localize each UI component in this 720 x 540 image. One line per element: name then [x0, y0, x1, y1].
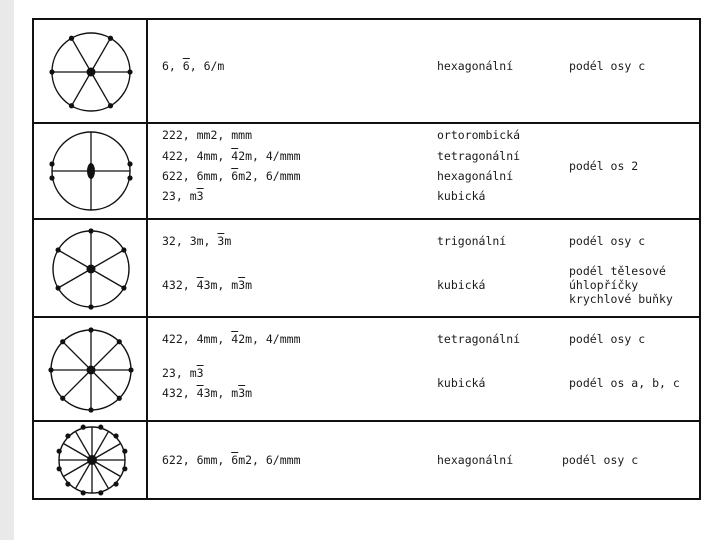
point-groups: 432, 43m, m3m: [162, 386, 253, 400]
axis-direction: podél osy c: [569, 234, 646, 248]
spoke-line: [91, 269, 124, 288]
axis-direction: úhlopříčky: [569, 278, 639, 292]
crystal-system: hexagonální: [437, 453, 514, 467]
pole-dot: [108, 36, 113, 41]
pole-dot: [88, 304, 93, 309]
diagram-cell: [34, 220, 148, 318]
axis-direction: podél os 2: [569, 159, 639, 173]
axis-direction: podél os a, b, c: [569, 376, 680, 390]
pole-dot: [117, 339, 122, 344]
pole-dot: [121, 285, 126, 290]
crystal-system: tetragonální: [437, 332, 521, 346]
pole-dot: [69, 36, 74, 41]
rotation-axis-symbol: [87, 455, 97, 465]
page-edge-shadow: [0, 0, 14, 540]
crystal-system: kubická: [437, 376, 486, 390]
pole-dot: [122, 449, 127, 454]
point-groups: 6, 6, 6/m: [162, 59, 225, 73]
stereogram-8-spokes: [34, 318, 146, 422]
point-groups: 622, 6mm, 6m2, 6/mmm: [162, 453, 301, 467]
table-row: [34, 316, 699, 422]
rotation-axis-symbol: [87, 366, 96, 375]
crystal-system: kubická: [437, 278, 486, 292]
spoke-line: [72, 72, 92, 106]
pole-dot: [49, 161, 54, 166]
pole-dot: [127, 161, 132, 166]
axis-direction: krychlové buňky: [569, 292, 673, 306]
pole-dot: [98, 490, 103, 495]
spoke-line: [58, 250, 91, 269]
spoke-line: [72, 38, 92, 72]
crystal-system: ortorombická: [437, 128, 521, 142]
pole-dot: [65, 433, 70, 438]
diagram-cell: [34, 422, 148, 500]
crystal-system: hexagonální: [437, 169, 514, 183]
point-groups: 432, 43m, m3m: [162, 278, 253, 292]
axis-direction: podél tělesové: [569, 264, 666, 278]
spoke-line: [58, 269, 91, 288]
pole-dot: [69, 103, 74, 108]
pole-dot: [127, 175, 132, 180]
twofold-axis-symbol: [87, 163, 95, 179]
pole-dot: [127, 69, 132, 74]
table-row: [34, 218, 699, 318]
crystal-system: kubická: [437, 189, 486, 203]
diagram-cell: [34, 318, 148, 422]
diagram-cell: [34, 20, 148, 124]
diagram-cell: [34, 124, 148, 220]
pole-dot: [88, 327, 93, 332]
pole-dot: [48, 367, 53, 372]
pole-dot: [81, 490, 86, 495]
point-groups: 23, m3: [162, 366, 204, 380]
spoke-line: [63, 370, 91, 398]
pole-dot: [113, 481, 118, 486]
pole-dot: [60, 396, 65, 401]
pole-dot: [60, 339, 65, 344]
spoke-line: [91, 250, 124, 269]
symmetry-table: [32, 18, 701, 500]
pole-dot: [81, 425, 86, 430]
table-row: [34, 420, 699, 500]
table-row: [34, 18, 699, 124]
rotation-axis-symbol: [87, 265, 96, 274]
pole-dot: [57, 449, 62, 454]
pole-dot: [122, 466, 127, 471]
axis-direction: podél osy c: [569, 59, 646, 73]
pole-dot: [88, 228, 93, 233]
pole-dot: [128, 367, 133, 372]
crystal-system: hexagonální: [437, 59, 514, 73]
pole-dot: [65, 481, 70, 486]
pole-dot: [98, 425, 103, 430]
spoke-line: [91, 342, 119, 370]
pole-dot: [49, 175, 54, 180]
spoke-line: [91, 72, 111, 106]
axis-direction: podél osy c: [562, 453, 639, 467]
pole-dot: [57, 466, 62, 471]
rotation-axis-symbol: [87, 68, 96, 77]
stereogram-12-spokes: [34, 422, 146, 500]
crystal-system: tetragonální: [437, 149, 521, 163]
pole-dot: [55, 285, 60, 290]
point-groups: 422, 4mm, 42m, 4/mmm: [162, 332, 301, 346]
stereogram-cross: [34, 124, 146, 220]
pole-dot: [108, 103, 113, 108]
pole-dot: [121, 247, 126, 252]
point-groups: 222, mm2, mmm: [162, 128, 253, 142]
point-groups: 422, 4mm, 42m, 4/mmm: [162, 149, 301, 163]
point-groups: 622, 6mm, 6m2, 6/mmm: [162, 169, 301, 183]
spoke-line: [63, 342, 91, 370]
axis-direction: podél osy c: [569, 332, 646, 346]
pole-dot: [113, 433, 118, 438]
pole-dot: [117, 396, 122, 401]
pole-dot: [88, 407, 93, 412]
stereogram-6-spokes: [34, 20, 146, 124]
stereogram-6-spokes: [34, 220, 146, 318]
crystal-system: trigonální: [437, 234, 507, 248]
table-row: [34, 122, 699, 220]
pole-dot: [55, 247, 60, 252]
point-groups: 32, 3m, 3m: [162, 234, 232, 248]
point-groups: 23, m3: [162, 189, 204, 203]
spoke-line: [91, 38, 111, 72]
spoke-line: [91, 370, 119, 398]
pole-dot: [49, 69, 54, 74]
